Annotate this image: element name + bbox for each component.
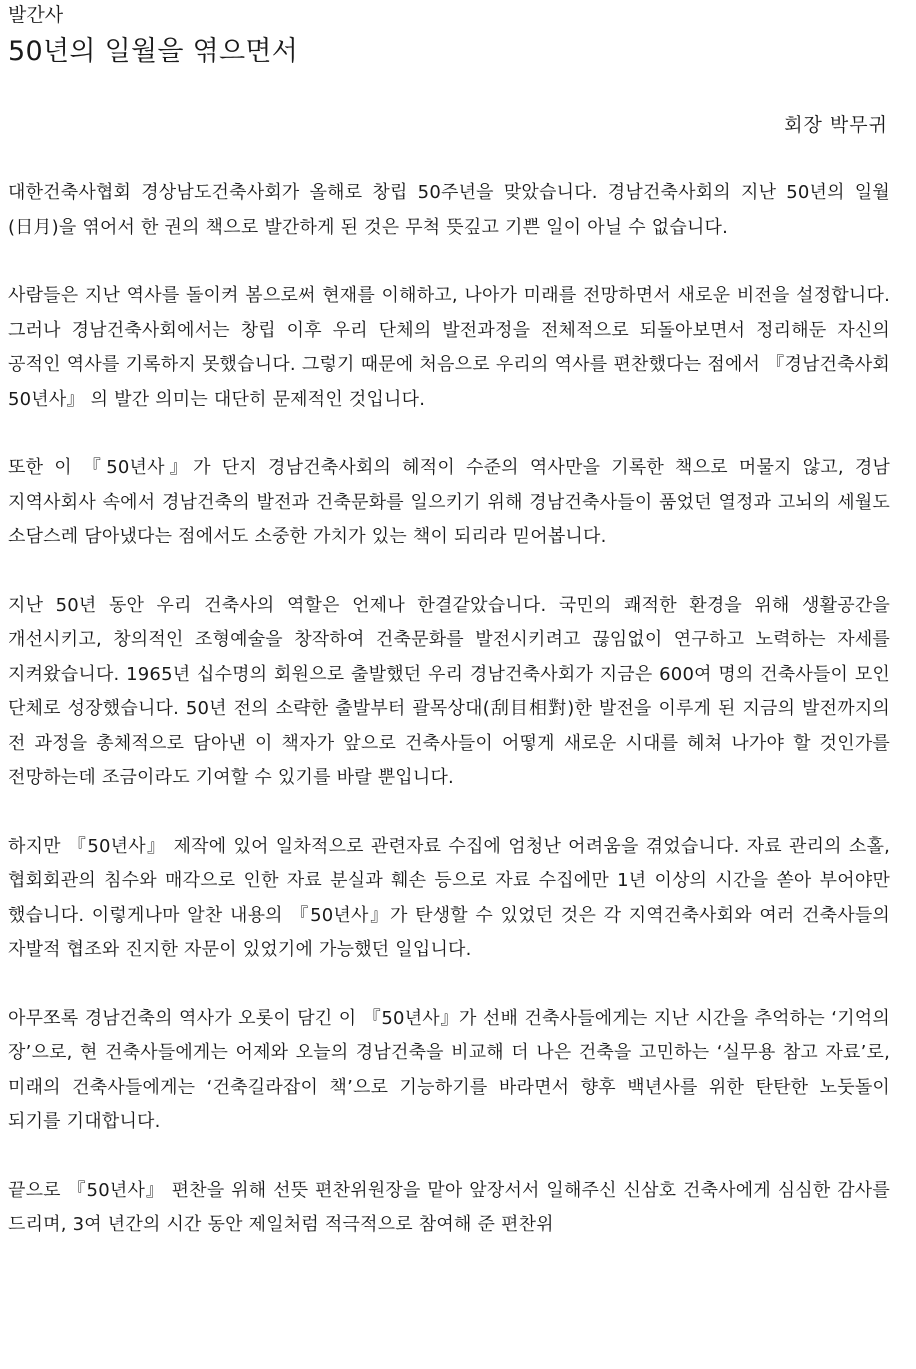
paragraph-4: 지난 50년 동안 우리 건축사의 역할은 언제나 한결같았습니다. 국민의 쾌적한 환경을 위해 생활공간을 개선시키고, 창의적인 조형예술을 창작하여 건축문화를 발전시키려고 끊임없이 연구하고 노력하는 자세를 지켜왔습니다. 1965년 십수명의 회원으로 출발했던 우리 경남건축사회가 지금은 600여 명의 건축사들이 모인 단체로 성장했습니다. 50년 전의 소략한 출발부터 괄목상대(刮目相對)한 발전을 이루게 된 지금의 발전까지의 전 과정을 총체적으로 담아낸 이 책자가 앞으로 건축사들이 어떻게 새로운 시대를 헤쳐 나가야 할 것인가를 전망하는데 조금이라도 기여할 수 있기를 바랄 뿐입니다. <box>8 594 890 788</box>
paragraph-1: 대한건축사협회 경상남도건축사회가 올해로 창립 50주년을 맞았습니다. 경남건축사회의 지난 50년의 일월(日月)을 엮어서 한 권의 책으로 발간하게 된 것은 무척 뜻깊고 기쁜 일이 아닐 수 없습니다. <box>8 182 890 238</box>
author-signature: 회장 박무귀 <box>784 114 888 136</box>
paragraph-2: 사람들은 지난 역사를 돌이켜 봄으로써 현재를 이해하고, 나아가 미래를 전망하면서 새로운 비전을 설정합니다. 그러나 경남건축사회에서는 창립 이후 우리 단체의 발전과정을 전체적으로 되돌아보면서 정리해둔 자신의 공적인 역사를 기록하지 못했습니다. 그렇기 때문에 처음으로 우리의 역사를 편찬했다는 점에서 『경남건축사회 50년사』 의 발간 의미는 대단히 문제적인 것입니다. <box>8 285 890 410</box>
paragraph-3: 또한 이 『50년사』가 단지 경남건축사회의 헤적이 수준의 역사만을 기록한 책으로 머물지 않고, 경남 지역사회사 속에서 경남건축의 발전과 건축문화를 일으키기 위해 경남건축사들이 품었던 열정과 고뇌의 세월도 소담스레 담아냈다는 점에서도 소중한 가치가 있는 책이 되리라 믿어봅니다. <box>8 457 890 547</box>
body-text <box>8 176 890 1277</box>
section-label: 발간사 <box>8 4 64 26</box>
paragraph-6: 아무쪼록 경남건축의 역사가 오롯이 담긴 이 『50년사』가 선배 건축사들에게는 지난 시간을 추억하는 ‘기억의 장’으로, 현 건축사들에게는 어제와 오늘의 경남건축을 비교해 더 나은 건축을 고민하는 ‘실무용 참고 자료’로, 미래의 건축사들에게는 ‘건축길라잡이 책’으로 기능하기를 바라면서 향후 백년사를 위한 탄탄한 노둣돌이 되기를 기대합니다. <box>8 1007 890 1132</box>
page-title: 50년의 일월을 엮으면서 <box>8 36 299 67</box>
paragraph-7: 끝으로 『50년사』 편찬을 위해 선뜻 편찬위원장을 맡아 앞장서서 일해주신 신삼호 건축사에게 심심한 감사를 드리며, 3여 년간의 시간 동안 제일처럼 적극적으로 참여해 준 편찬위 <box>8 1179 890 1235</box>
paragraph-5: 하지만 『50년사』 제작에 있어 일차적으로 관련자료 수집에 엄청난 어려움을 겪었습니다. 자료 관리의 소홀, 협회회관의 침수와 매각으로 인한 자료 분실과 훼손 등으로 자료 수집에만 1년 이상의 시간을 쏟아 부어야만 했습니다. 이렇게나마 알찬 내용의 『50년사』가 탄생할 수 있었던 것은 각 지역건축사회와 여러 건축사들의 자발적 협조와 진지한 자문이 있었기에 가능했던 일입니다. <box>8 835 890 960</box>
